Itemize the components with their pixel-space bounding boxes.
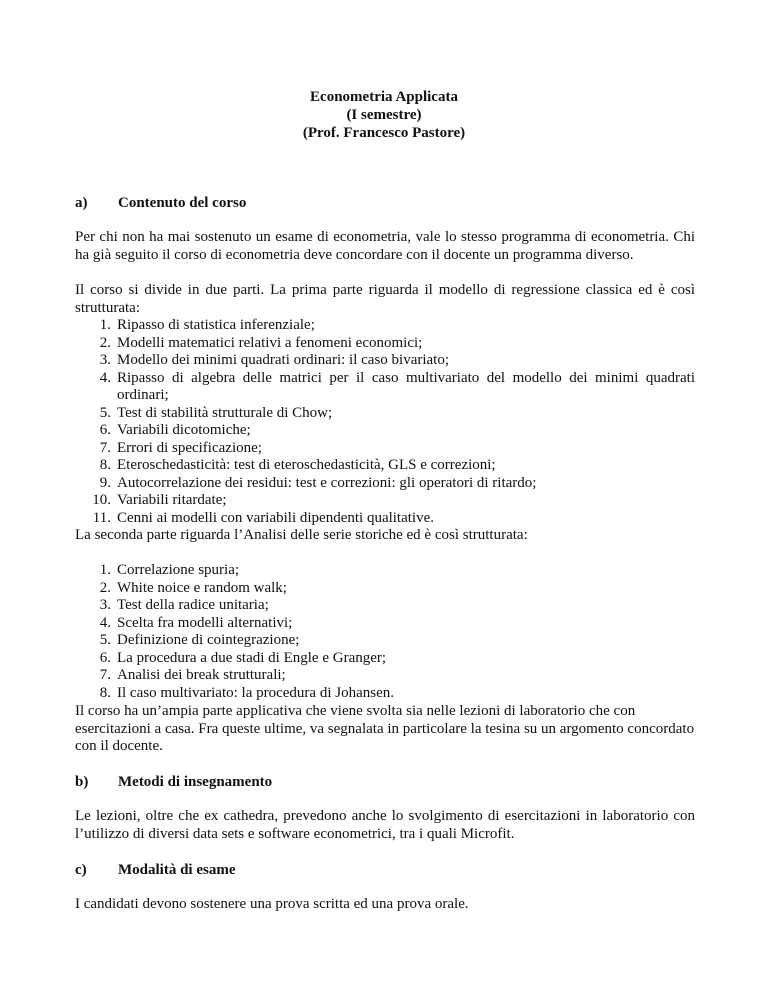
applied-paragraph: Il corso ha un’ampia parte applicativa che viene svolta sia nelle lezioni di laboratorio che con esercitazioni a casa. Fra queste ultime, va segnalata in particolare la tesina su un argomento concordato con il docente. [75, 703, 695, 754]
document-title-block [0, 88, 768, 142]
section-a-intro: Per chi non ha mai sostenuto un esame di econometria, vale lo stesso programma di econometria. Chi ha già seguito il corso di econometria deve concordare con il docente un programma diverso. [75, 229, 695, 263]
list-item-text: Ripasso di statistica inferenziale; [117, 317, 315, 333]
list-item-text: Autocorrelazione dei residui: test e correzioni: gli operatori di ritardo; [117, 474, 537, 491]
list-item [75, 352, 695, 370]
list-item-text: Analisi dei break strutturali; [117, 667, 286, 683]
list-item [75, 492, 695, 510]
section-b-text: Le lezioni, oltre che ex cathedra, prevedono anche lo svolgimento di esercitazioni in laboratorio con l’utilizzo di diversi data sets e software econometrici, tra i quali Microfit. [75, 808, 695, 842]
list-item [75, 562, 695, 580]
list-item-text: Scelta fra modelli alternativi; [117, 614, 293, 631]
section-a-heading [75, 194, 246, 212]
list-item-text: Test di stabilità strutturale di Chow; [117, 404, 333, 421]
section-c-text: I candidati devono sostenere una prova scritta ed una prova orale. [75, 896, 469, 912]
list-item-text: White noice e random walk; [117, 579, 287, 596]
list-item-number: 6. [99, 422, 111, 438]
list-item-text: Errori di specificazione; [117, 439, 262, 456]
list-item-text: Modello dei minimi quadrati ordinari: il caso bivariato; [117, 352, 450, 368]
course-professor: (Prof. Francesco Pastore) [302, 125, 466, 141]
list-item-text: Definizione di cointegrazione; [117, 632, 300, 648]
list-item [75, 317, 695, 335]
section-c-title: Modalità di esame [118, 862, 236, 878]
list-item [75, 475, 695, 493]
list-item [75, 615, 695, 633]
list-item-number: 6. [99, 649, 111, 666]
list-item-number: 5. [99, 632, 111, 648]
list-item-text: Correlazione spuria; [117, 562, 240, 578]
list-item-number: 9. [99, 474, 111, 491]
list-item [75, 457, 695, 475]
list-item-number: 8. [99, 457, 111, 473]
section-a-letter: a) [75, 195, 88, 211]
list-item-number: 7. [99, 439, 111, 456]
list-item [75, 667, 695, 685]
list-item-number: 8. [99, 684, 111, 701]
list-item [75, 422, 695, 440]
section-b-letter: b) [75, 774, 89, 790]
part2-intro: La seconda parte riguarda l’Analisi delle serie storiche ed è così strutturata: [75, 527, 528, 543]
list-item-number: 2. [99, 334, 111, 351]
section-c-heading [75, 861, 236, 879]
list-item-text: La procedura a due stadi di Engle e Granger; [117, 649, 387, 666]
list-item [75, 370, 695, 405]
list-item [75, 632, 695, 650]
list-item [75, 335, 695, 353]
list-item [75, 405, 695, 423]
part1-intro: Il corso si divide in due parti. La prima parte riguarda il modello di regressione classica ed è così strutturata: [75, 282, 695, 316]
course-title: Econometria Applicata [310, 89, 458, 105]
section-b-title: Metodi di insegnamento [118, 774, 273, 790]
part1-list [75, 317, 695, 527]
list-item-number: 3. [99, 352, 111, 368]
list-item [75, 685, 695, 703]
list-item-number: 7. [99, 667, 111, 683]
list-item-text: Modelli matematici relativi a fenomeni economici; [117, 334, 423, 351]
list-item-text: Variabili dicotomiche; [117, 422, 251, 438]
list-item [75, 597, 695, 615]
list-item [75, 510, 695, 528]
list-item-number: 3. [99, 597, 111, 613]
list-item-number: 11. [92, 509, 111, 526]
section-b-heading [75, 773, 272, 791]
list-item [75, 650, 695, 668]
list-item-number: 2. [99, 579, 111, 596]
list-item-text: Variabili ritardate; [117, 492, 227, 508]
part2-list [75, 562, 695, 702]
list-item-number: 10. [92, 492, 111, 508]
list-item-text: Cenni ai modelli con variabili dipendenti qualitative. [117, 509, 434, 526]
list-item-text: Eteroschedasticità: test di eteroschedasticità, GLS e correzioni; [117, 457, 496, 473]
list-item [75, 580, 695, 598]
list-item-number: 4. [99, 614, 111, 631]
list-item-number: 1. [99, 317, 111, 333]
section-a-title: Contenuto del corso [118, 195, 247, 211]
list-item [75, 440, 695, 458]
list-item-number: 5. [99, 404, 111, 421]
course-semester: (I semestre) [346, 107, 422, 123]
list-item-text: Il caso multivariato: la procedura di Johansen. [117, 684, 394, 701]
list-item-number: 4. [99, 369, 111, 386]
section-c-letter: c) [75, 862, 87, 878]
list-item-text: Ripasso di algebra delle matrici per il caso multivariato del modello dei minimi quadrati ordinari; [117, 369, 695, 403]
list-item-text: Test della radice unitaria; [117, 597, 269, 613]
list-item-number: 1. [99, 562, 111, 578]
